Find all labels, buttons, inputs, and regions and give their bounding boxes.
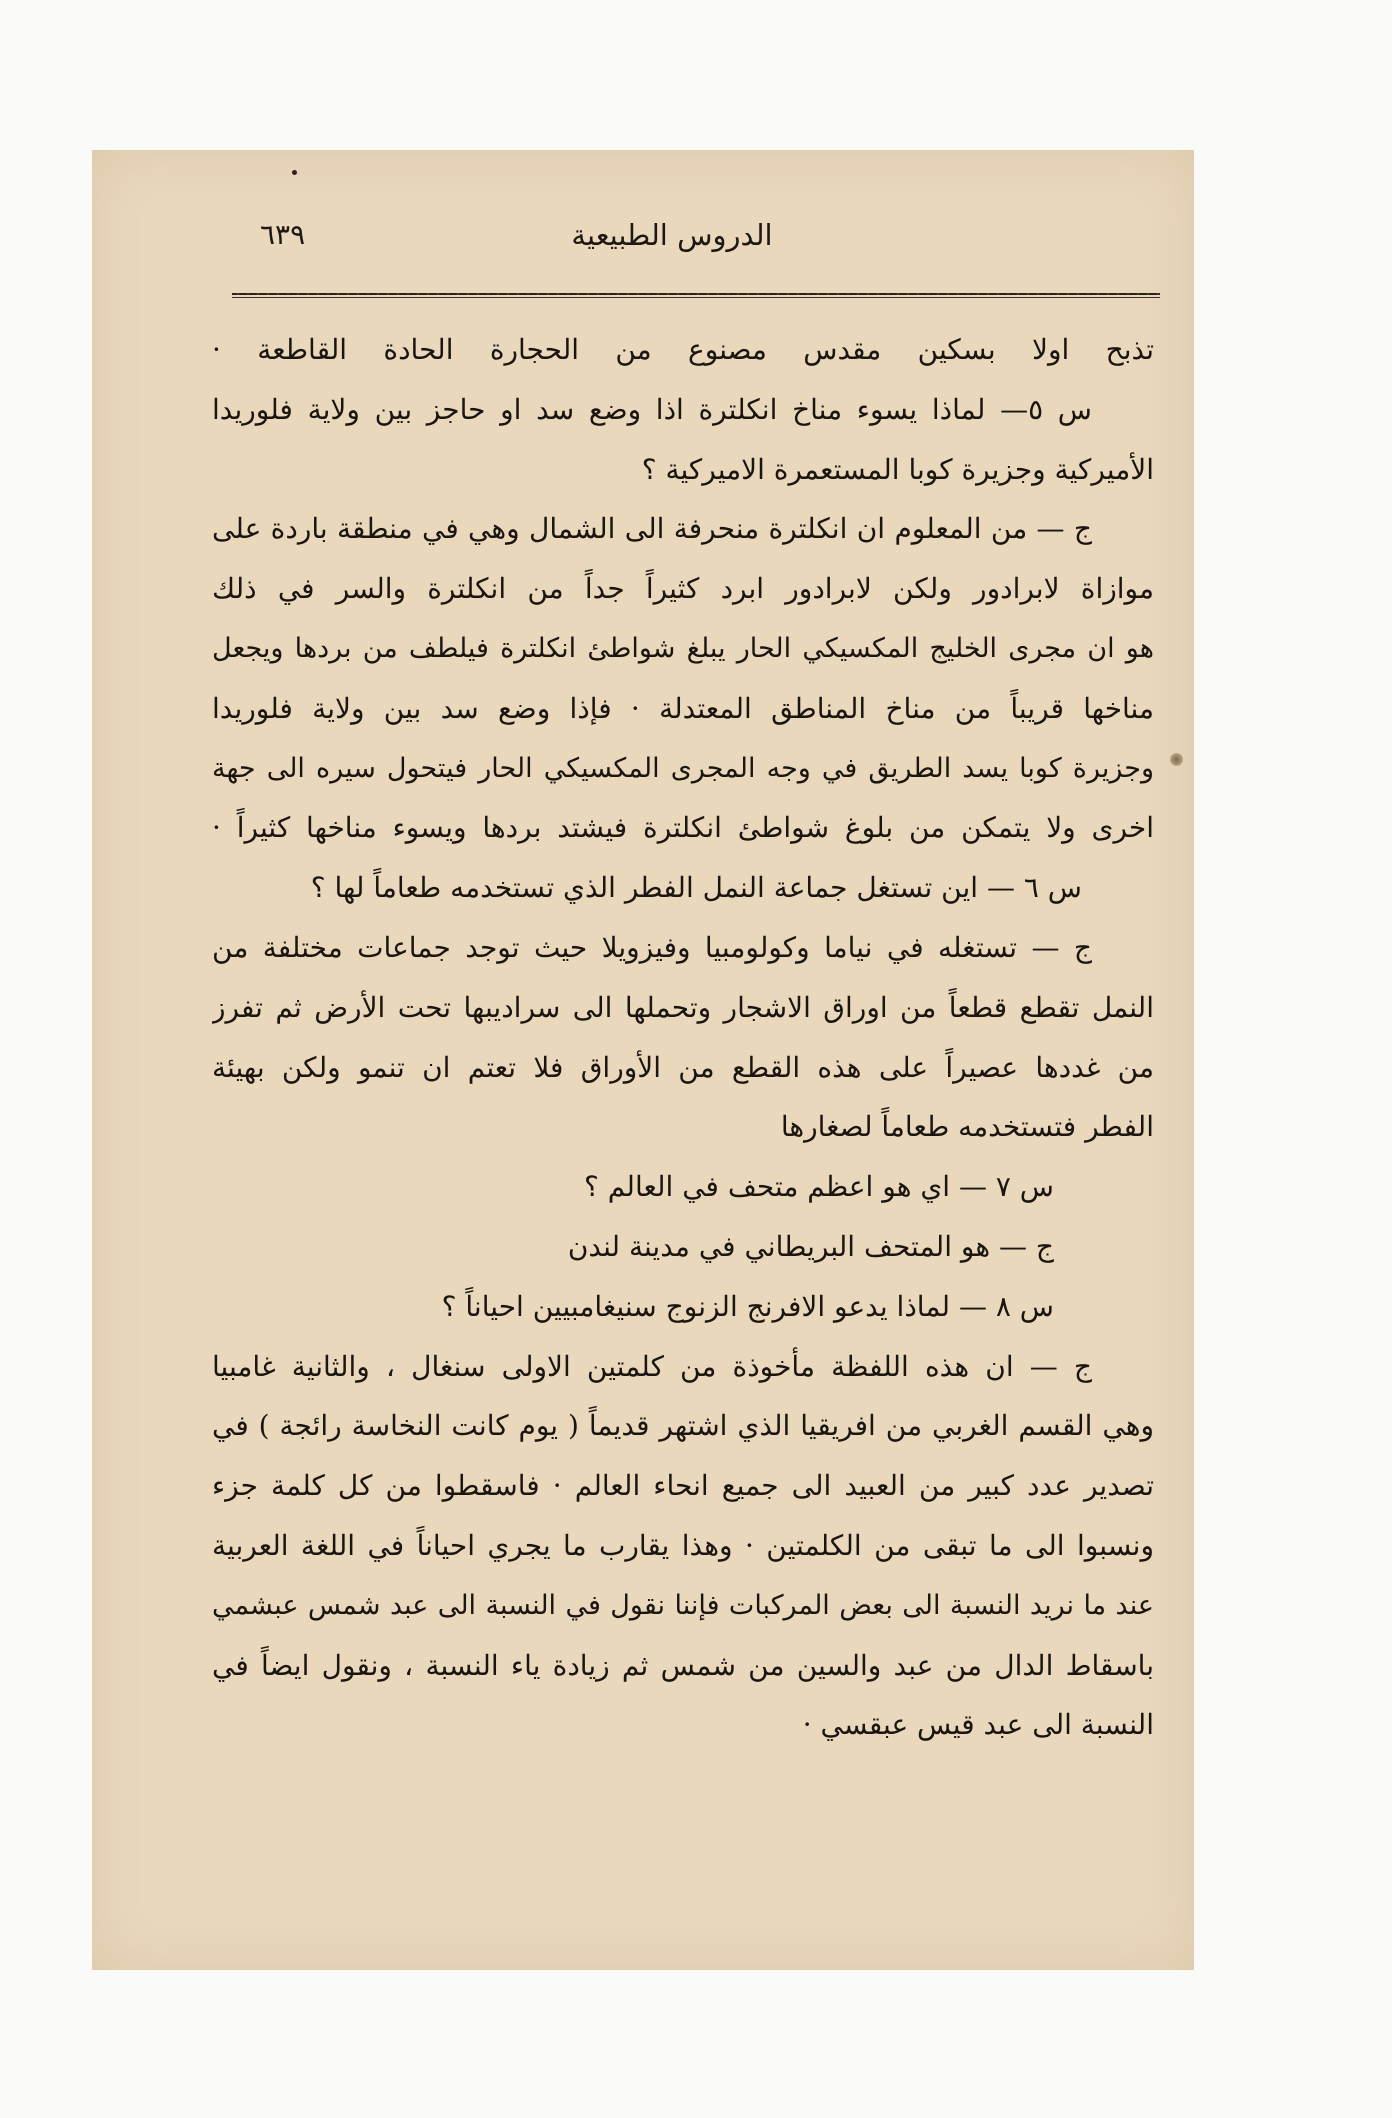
text-line: مناخها قريباً من مناخ المناطق المعتدلة · فإذا وضع سد بين ولاية فلوريدا xyxy=(212,691,1154,725)
ink-dot xyxy=(292,170,297,175)
text-line: وجزيرة كوبا يسد الطريق في وجه المجرى المكسيكي الحار فيتحول سيره الى جهة xyxy=(212,752,1154,784)
scanned-page xyxy=(92,150,1194,1970)
answer-line: ج — من المعلوم ان انكلترة منحرفة الى الشمال وهي في منطقة باردة على xyxy=(212,512,1092,546)
text-line: هو ان مجرى الخليج المكسيكي الحار يبلغ شواطئ انكلترة فيلطف من بردها ويجعل xyxy=(212,632,1154,664)
question-line: س ٧ — اي هو اعظم متحف في العالم ؟ xyxy=(584,1170,1054,1204)
answer-line: ج — ان هذه اللفظة مأخوذة من كلمتين الاولى سنغال ، والثانية غامبيا xyxy=(212,1349,1092,1383)
text-line: الفطر فتستخدمه طعاماً لصغارها xyxy=(780,1110,1154,1144)
running-header xyxy=(232,218,1112,278)
text-line: موازاة لابرادور ولكن لابرادور ابرد كثيراً جداً من انكلترة والسر في ذلك xyxy=(212,572,1154,606)
text-line: عند ما نريد النسبة الى بعض المركبات فإننا نقول في النسبة الى عبد شمس عبشمي xyxy=(212,1589,1154,1621)
answer-line: ج — هو المتحف البريطاني في مدينة لندن xyxy=(567,1229,1054,1263)
text-line: من غددها عصيراً على هذه القطع من الأوراق فلا تعتم ان تنمو ولكن بهيئة xyxy=(212,1050,1154,1084)
text-line: تصدير عدد كبير من العبيد الى جميع انحاء العالم · فاسقطوا من كل كلمة جزء xyxy=(212,1469,1154,1503)
text-line: النمل تقطع قطعاً من اوراق الاشجار وتحملها الى سراديبها تحت الأرض ثم تفرز xyxy=(212,990,1154,1024)
ink-stain xyxy=(1170,753,1183,766)
text-line: تذبح اولا بسكين مقدس مصنوع من الحجارة الحادة القاطعة · xyxy=(212,333,1154,366)
text-line: الأميركية وجزيرة كوبا المستعمرة الاميركية ؟ xyxy=(641,452,1154,486)
text-line: النسبة الى عبد قيس عبقسي · xyxy=(802,1708,1154,1742)
text-line: اخرى ولا يتمكن من بلوغ شواطئ انكلترة فيشتد بردها ويسوء مناخها كثيراً · xyxy=(212,811,1154,845)
page-title: الدروس الطبيعية xyxy=(571,218,773,252)
header-rule xyxy=(232,293,1160,299)
question-line: س ٨ — لماذا يدعو الافرنج الزنوج سنيغامبيين احياناً ؟ xyxy=(441,1289,1054,1323)
page-number: ٦٣٩ xyxy=(260,218,306,251)
text-line: ونسبوا الى ما تبقى من الكلمتين · وهذا يقارب ما يجري احياناً في اللغة العربية xyxy=(212,1528,1154,1562)
question-line: س ٥— لماذا يسوء مناخ انكلترة اذا وضع سد او حاجز بين ولاية فلوريدا xyxy=(212,392,1092,426)
body-text xyxy=(212,320,1154,1755)
question-line: س ٦ — اين تستغل جماعة النمل الفطر الذي تستخدمه طعاماً لها ؟ xyxy=(310,871,1082,905)
text-line: وهي القسم الغربي من افريقيا الذي اشتهر قديماً ( يوم كانت النخاسة رائجة ) في xyxy=(212,1409,1154,1443)
answer-line: ج — تستغله في نياما وكولومبيا وفيزويلا حيث توجد جماعات مختلفة من xyxy=(212,930,1092,964)
text-line: باسقاط الدال من عبد والسين من شمس ثم زيادة ياء النسبة ، ونقول ايضاً في xyxy=(212,1648,1154,1682)
